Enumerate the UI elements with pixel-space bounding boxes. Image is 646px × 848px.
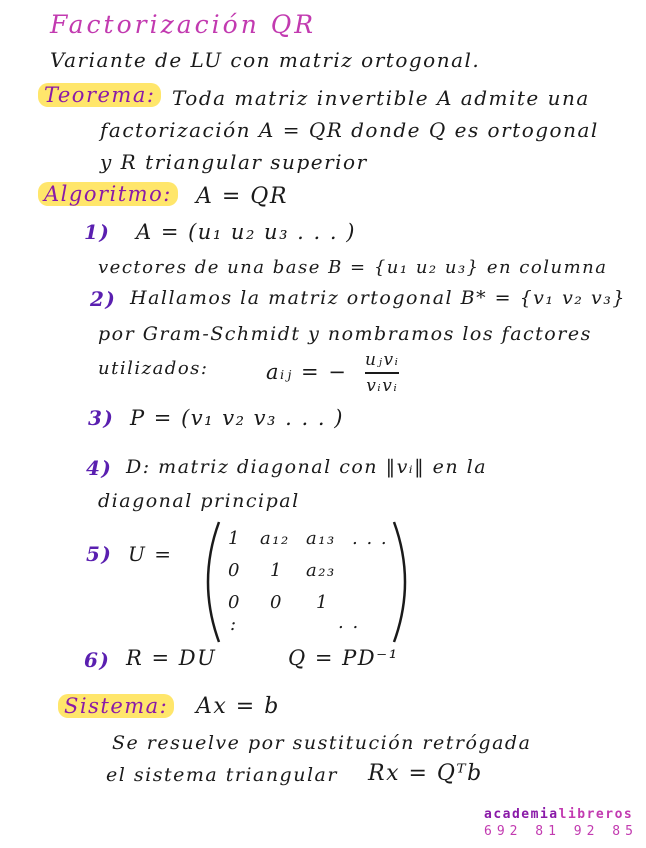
sistema-line-2-text: el sistema triangular xyxy=(106,764,338,786)
step-2-line-3: utilizados: xyxy=(98,358,209,379)
phone-number: 692 81 92 85 xyxy=(484,824,638,839)
step-4-number: 4) xyxy=(86,456,113,480)
formula-lhs: aᵢⱼ = − xyxy=(266,360,348,384)
step-5-number: 5) xyxy=(86,542,113,566)
step-4-line-1: D: matriz diagonal con ‖vᵢ‖ en la xyxy=(126,456,488,478)
sistema-line-1: Se resuelve por sustitución retrógada xyxy=(112,732,532,754)
brand-part-b: libreros xyxy=(558,807,634,822)
page-title: Factorización QR xyxy=(50,10,317,39)
brand-logo-text xyxy=(484,807,633,822)
brand-part-a: academia xyxy=(484,807,559,822)
sistema-equation: Ax = b xyxy=(196,694,280,719)
fraction-bar xyxy=(365,372,399,374)
matrix-cell-r2c2: 1 xyxy=(270,560,283,581)
matrix-cell-r2c3: a₂₃ xyxy=(306,560,336,581)
step-2-line-2: por Gram-Schmidt y nombramos los factores xyxy=(98,323,592,345)
step-2-line-1: Hallamos la matriz ortogonal B* = {v₁ v₂ v₃} xyxy=(130,287,626,309)
step-6-equation-q: Q = PD⁻¹ xyxy=(288,646,399,670)
matrix-right-paren xyxy=(388,520,418,645)
formula-denominator: vᵢvᵢ xyxy=(366,376,399,396)
step-1-equation: A = (u₁ u₂ u₃ . . . ) xyxy=(136,220,356,244)
matrix-diagonal-dots: . . xyxy=(338,612,360,633)
teorema-line-1: Toda matriz invertible A admite una xyxy=(172,86,590,110)
matrix-left-paren xyxy=(195,520,225,645)
matrix-cell-r1c1: 1 xyxy=(228,528,241,549)
matrix-cell-r3c3: 1 xyxy=(316,592,329,613)
algoritmo-label: Algoritmo: xyxy=(38,182,178,206)
algoritmo-equation: A = QR xyxy=(196,184,288,209)
teorema-label: Teorema: xyxy=(38,83,161,107)
step-1-number: 1) xyxy=(84,220,111,244)
step-6-number: 6) xyxy=(84,648,111,672)
matrix-cell-r1c3: a₁₃ xyxy=(306,528,336,549)
matrix-cell-r3c2: 0 xyxy=(270,592,283,613)
matrix-cell-r1c4: . . . xyxy=(352,528,389,549)
teorema-line-2: factorización A = QR donde Q es ortogonal xyxy=(100,118,599,142)
step-1-text: vectores de una base B = {u₁ u₂ u₃} en columna xyxy=(98,257,608,278)
step-6-equation-r: R = DU xyxy=(126,646,217,670)
matrix-cell-r2c1: 0 xyxy=(228,560,241,581)
step-2-number: 2) xyxy=(90,287,117,311)
subtitle: Variante de LU con matriz ortogonal. xyxy=(50,48,481,72)
formula-fraction xyxy=(365,350,399,396)
sistema-line-2-equation: Rx = Qᵀb xyxy=(368,761,483,786)
step-4-line-2: diagonal principal xyxy=(98,490,300,512)
matrix-cell-r1c2: a₁₂ xyxy=(260,528,290,549)
matrix-cell-r4c1: : xyxy=(230,614,238,635)
matrix-cell-r3c1: 0 xyxy=(228,592,241,613)
sistema-label: Sistema: xyxy=(58,694,174,718)
step-5-equation: U = xyxy=(128,542,173,566)
step-3-number: 3) xyxy=(88,406,115,430)
formula-numerator: uⱼvᵢ xyxy=(365,350,400,370)
teorema-line-3: y R triangular superior xyxy=(100,150,368,174)
step-3-equation: P = (v₁ v₂ v₃ . . . ) xyxy=(130,406,344,430)
